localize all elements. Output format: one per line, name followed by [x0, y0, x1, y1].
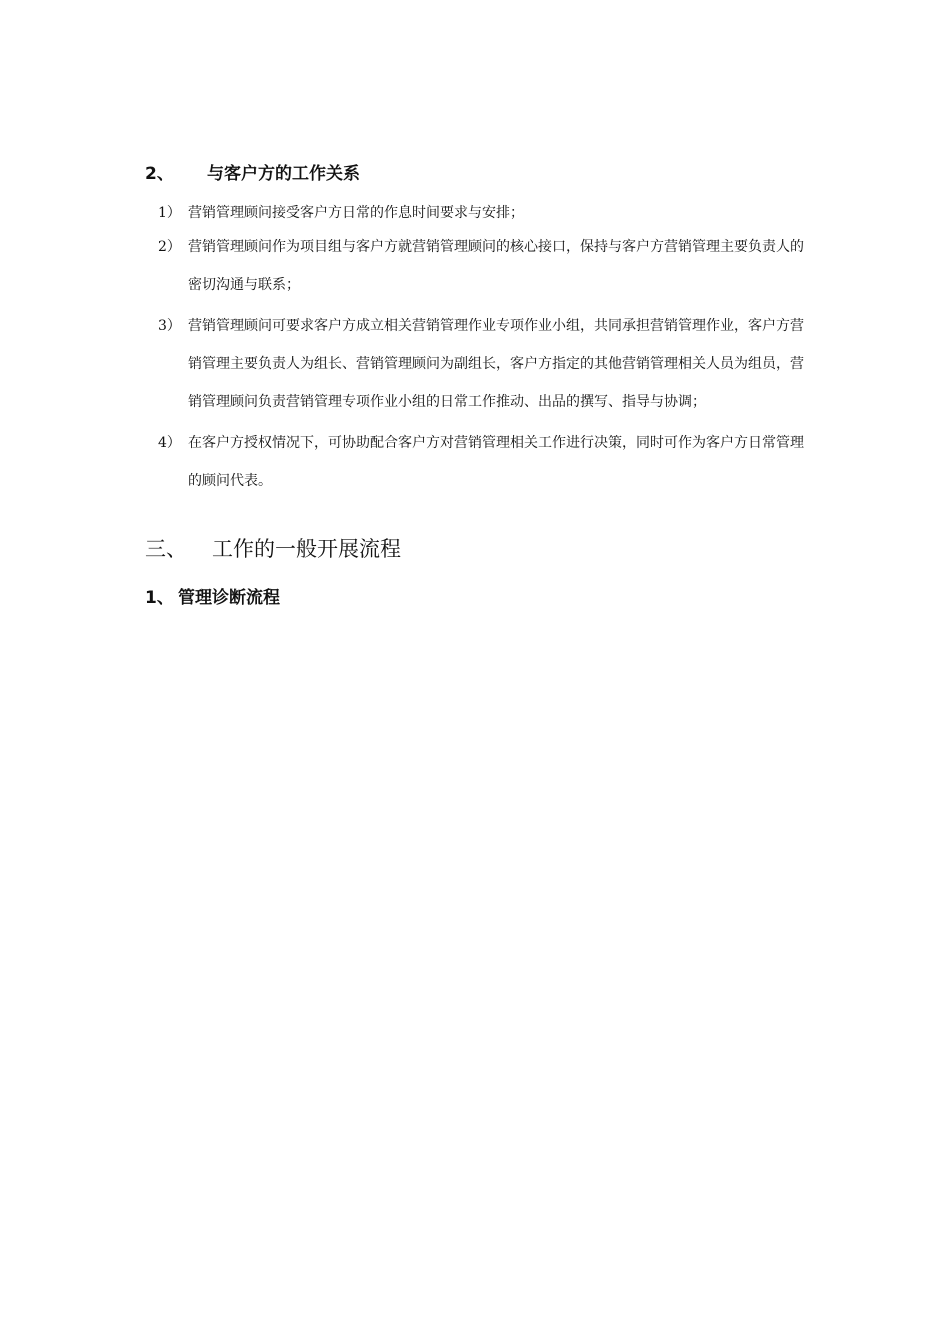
- list-item: [158, 232, 804, 308]
- list-item: [158, 198, 804, 229]
- subsection-number: 1、: [145, 588, 174, 608]
- section-number: 2、: [145, 164, 174, 184]
- subsection-title: 管理诊断流程: [178, 588, 280, 608]
- list-item-marker: 3）: [158, 318, 181, 334]
- chapter-title: 工作的一般开展流程: [212, 537, 401, 561]
- list-item-marker: 2）: [158, 239, 181, 255]
- relationship-list: [158, 198, 804, 507]
- section-title: 与客户方的工作关系: [207, 164, 360, 184]
- list-item-text: 在客户方授权情况下，可协助配合客户方对营销管理相关工作进行决策，同时可作为客户方日常管理的顾问代表。: [188, 435, 804, 489]
- list-item-marker: 4）: [158, 435, 181, 451]
- list-item: [158, 311, 804, 425]
- list-item-marker: 1）: [158, 205, 181, 221]
- list-item-text: 营销管理顾问接受客户方日常的作息时间要求与安排；: [188, 205, 524, 221]
- subsection-heading-diagnosis: [145, 586, 280, 610]
- chapter-heading-workflow: [145, 535, 401, 563]
- section-heading-work-relationship: [145, 162, 360, 186]
- chapter-number: 三、: [145, 537, 187, 561]
- list-item-text: 营销管理顾问作为项目组与客户方就营销管理顾问的核心接口，保持与客户方营销管理主要负责人的密切沟通与联系；: [188, 239, 804, 293]
- list-item-text: 营销管理顾问可要求客户方成立相关营销管理作业专项作业小组，共同承担营销管理作业，客户方营销管理主要负责人为组长、营销管理顾问为副组长，客户方指定的其他营销管理相关人员为组员，营销管理顾问负责营销管理专项作业小组的日常工作推动、出品的撰写、指导与协调；: [188, 318, 804, 410]
- list-item: [158, 428, 804, 504]
